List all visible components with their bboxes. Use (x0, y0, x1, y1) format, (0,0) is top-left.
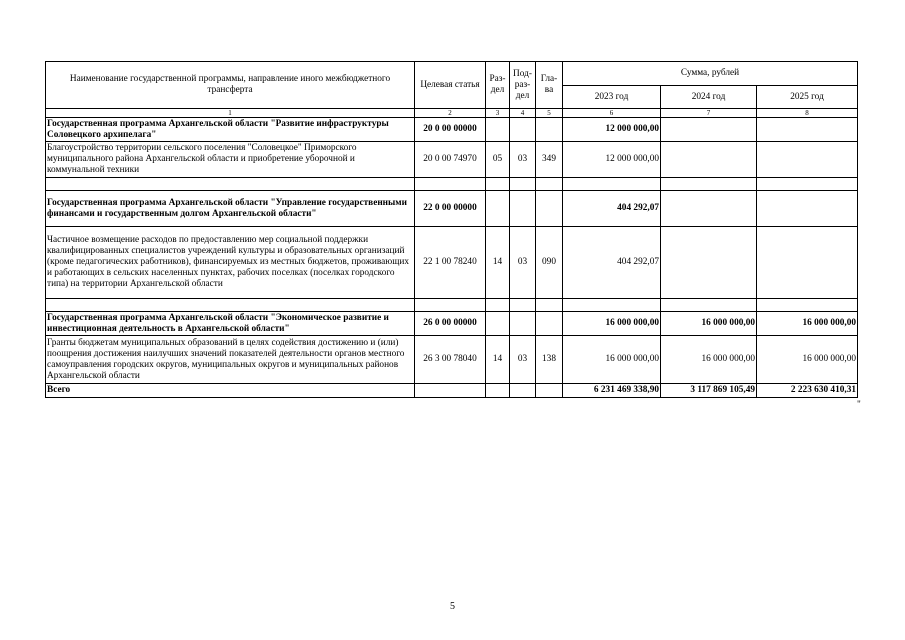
row-target: 20 0 00 00000 (415, 118, 486, 142)
row-2025 (757, 227, 858, 299)
row-2023: 12 000 000,00 (563, 118, 661, 142)
header-2025: 2025 год (757, 86, 858, 109)
total-2023: 6 231 469 338,90 (563, 384, 661, 398)
row-name: Гранты бюджетам муниципальных образований в целях содействия достижению и (или) поощрения достижения наилучших значений показателей деятельности органов местного самоуправления городских округов, муниципальных округов и муниципальных районов Архангельской области (46, 336, 415, 384)
empty-cell (415, 384, 486, 398)
row-2023: 404 292,07 (563, 227, 661, 299)
row-section: 14 (486, 336, 510, 384)
empty-cell (757, 299, 858, 312)
empty-cell (510, 384, 536, 398)
row-chapter: 138 (536, 336, 563, 384)
table-row-item (46, 227, 858, 299)
column-number: 8 (757, 109, 858, 118)
row-chapter (536, 118, 563, 142)
header-row-1 (46, 62, 858, 86)
header-2023: 2023 год (563, 86, 661, 109)
empty-cell (661, 299, 757, 312)
row-2023: 12 000 000,00 (563, 142, 661, 178)
empty-cell (563, 178, 661, 191)
row-chapter: 349 (536, 142, 563, 178)
row-target: 22 1 00 78240 (415, 227, 486, 299)
header-section: Раз- дел (486, 62, 510, 109)
row-2025 (757, 142, 858, 178)
header-subsection: Под- раз- дел (510, 62, 536, 109)
header-target: Целевая статья (415, 62, 486, 109)
row-subsection: 03 (510, 142, 536, 178)
page-number: 5 (450, 601, 455, 612)
row-subsection: 03 (510, 227, 536, 299)
empty-cell (536, 178, 563, 191)
empty-cell (415, 178, 486, 191)
header-sum: Сумма, рублей (563, 62, 858, 86)
row-name: Благоустройство территории сельского поселения "Соловецкое" Приморского муниципального района Архангельской области и приобретение уборочной и коммунальной техники (46, 142, 415, 178)
column-number-row (46, 109, 858, 118)
table-row-program (46, 118, 858, 142)
empty-cell (510, 178, 536, 191)
row-2024: 16 000 000,00 (661, 336, 757, 384)
row-subsection (510, 191, 536, 227)
column-number: 1 (46, 109, 415, 118)
row-target: 26 3 00 78040 (415, 336, 486, 384)
row-2024 (661, 142, 757, 178)
empty-cell (46, 178, 415, 191)
row-section (486, 312, 510, 336)
total-2024: 3 117 869 105,49 (661, 384, 757, 398)
row-name: Государственная программа Архангельской области "Развитие инфраструктуры Соловецкого архипелага" (46, 118, 415, 142)
column-number: 2 (415, 109, 486, 118)
table-row-program (46, 191, 858, 227)
row-name: Государственная программа Архангельской области "Управление государственными финансами и государственным долгом Архангельской области" (46, 191, 415, 227)
empty-cell (536, 299, 563, 312)
row-2024 (661, 118, 757, 142)
column-number: 4 (510, 109, 536, 118)
row-section (486, 118, 510, 142)
row-2025: 16 000 000,00 (757, 336, 858, 384)
row-name: Частичное возмещение расходов по предоставлению мер социальной поддержки квалифицированных специалистов учреждений культуры и образовательных организаций (кроме педагогических работников), финансируемых из местных бюджетов, проживающих и работающих в сельских населенных пунктах, рабочих поселках (поселках городского типа) на территории Архангельской области (46, 227, 415, 299)
column-number: 5 (536, 109, 563, 118)
row-2025: 16 000 000,00 (757, 312, 858, 336)
spacer-row (46, 299, 858, 312)
row-2024: 16 000 000,00 (661, 312, 757, 336)
table-row-total (46, 384, 858, 398)
total-label: Всего (46, 384, 415, 398)
empty-cell (46, 299, 415, 312)
row-chapter: 090 (536, 227, 563, 299)
row-subsection (510, 118, 536, 142)
empty-cell (661, 178, 757, 191)
row-target: 22 0 00 00000 (415, 191, 486, 227)
row-2023: 16 000 000,00 (563, 312, 661, 336)
spacer-row (46, 178, 858, 191)
row-chapter (536, 312, 563, 336)
column-number: 7 (661, 109, 757, 118)
row-name: Государственная программа Архангельской области "Экономическое развитие и инвестиционная деятельность в Архангельской области" (46, 312, 415, 336)
column-number: 3 (486, 109, 510, 118)
column-number: 6 (563, 109, 661, 118)
header-name: Наименование государственной программы, направление иного межбюджетного трансферта (46, 62, 415, 109)
table-row-item (46, 142, 858, 178)
total-2025: 2 223 630 410,31 (757, 384, 858, 398)
empty-cell (486, 178, 510, 191)
empty-cell (563, 299, 661, 312)
row-subsection (510, 312, 536, 336)
row-subsection: 03 (510, 336, 536, 384)
header-chapter: Гла- ва (536, 62, 563, 109)
row-target: 20 0 00 74970 (415, 142, 486, 178)
row-section: 05 (486, 142, 510, 178)
empty-cell (536, 384, 563, 398)
empty-cell (510, 299, 536, 312)
row-target: 26 0 00 00000 (415, 312, 486, 336)
row-2024 (661, 227, 757, 299)
empty-cell (415, 299, 486, 312)
closing-quote: " (857, 400, 861, 410)
row-section: 14 (486, 227, 510, 299)
row-2025 (757, 191, 858, 227)
budget-table (45, 61, 858, 398)
table-row-item (46, 336, 858, 384)
row-2023: 16 000 000,00 (563, 336, 661, 384)
header-2024: 2024 год (661, 86, 757, 109)
row-2024 (661, 191, 757, 227)
empty-cell (486, 384, 510, 398)
row-section (486, 191, 510, 227)
row-2025 (757, 118, 858, 142)
empty-cell (486, 299, 510, 312)
row-2023: 404 292,07 (563, 191, 661, 227)
row-chapter (536, 191, 563, 227)
table-row-program (46, 312, 858, 336)
empty-cell (757, 178, 858, 191)
